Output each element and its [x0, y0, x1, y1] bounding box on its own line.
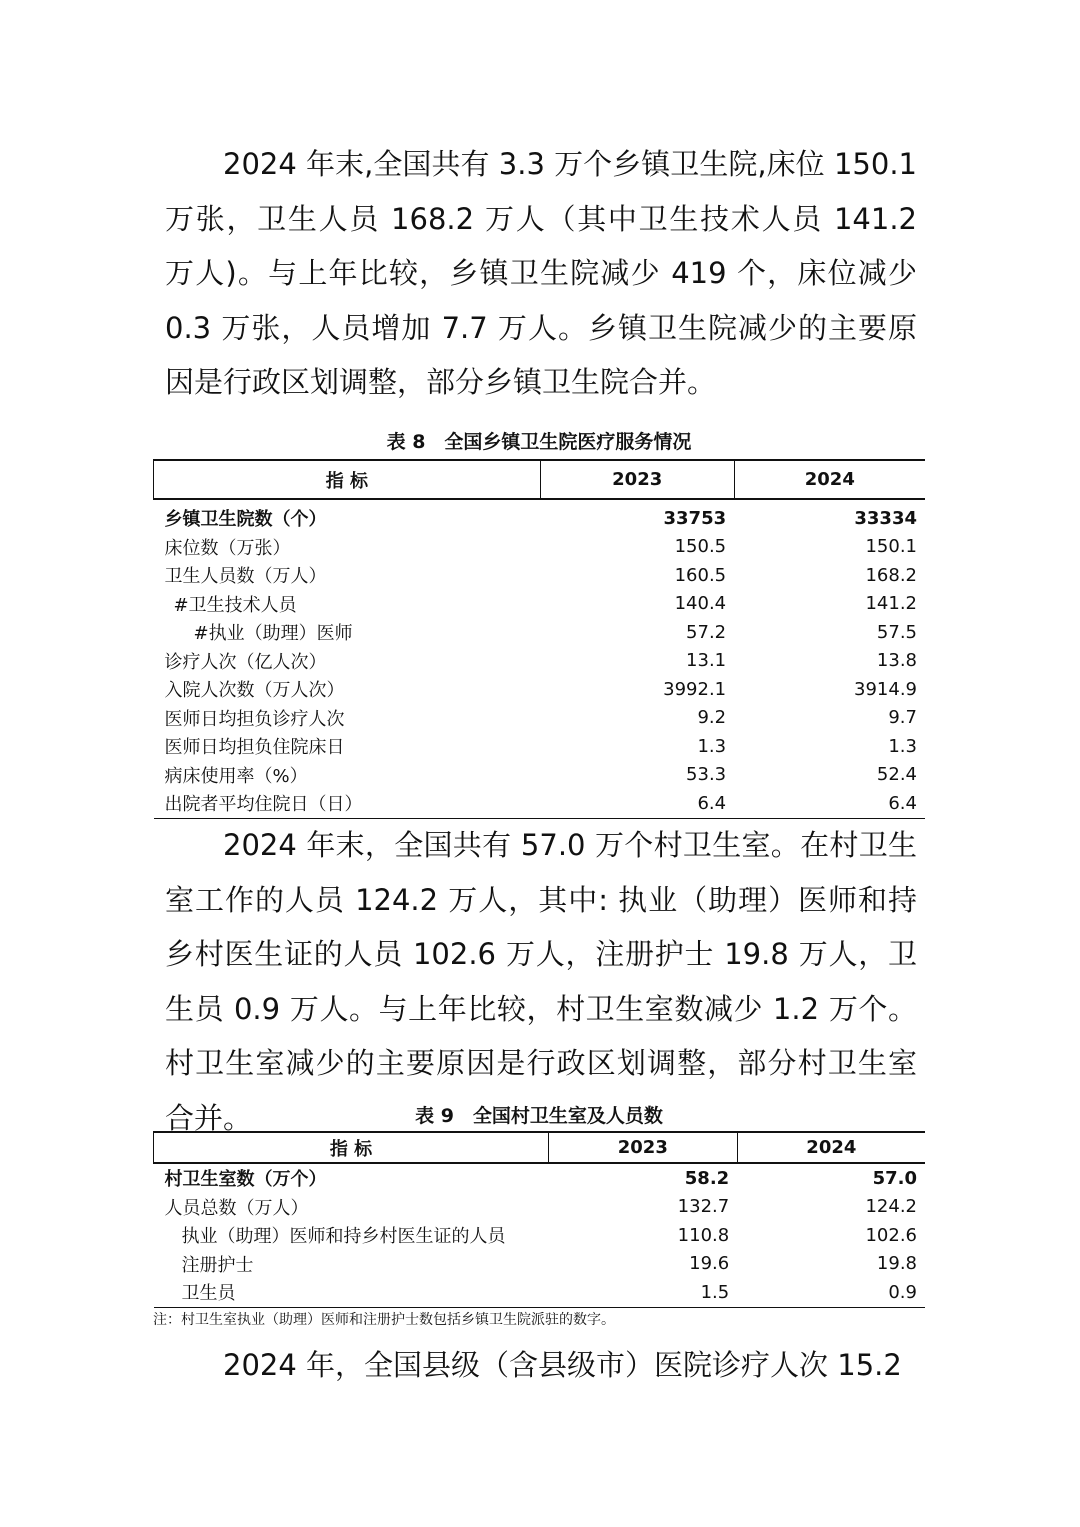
row-label: #执业（助理）医师 — [193, 623, 353, 645]
value-2024: 3914.9 — [854, 678, 917, 700]
value-2024: 13.8 — [876, 650, 917, 672]
value-2024: 33334 — [854, 507, 917, 529]
value-2024: 52.4 — [876, 764, 917, 786]
row-label: 入院人次数（万人次） — [164, 680, 345, 702]
paragraph-township-hospitals: 2024 年末,全国共有 3.3 万个乡镇卫生院,床位 150.1 万张，卫生人员 168.2 万人（其中卫生技术人员 141.2 万人)。与上年比较，乡镇卫生院减少 419 个，床位减少 0.3 万张，人员增加 7.7 万人。乡镇卫生院减少的主要原因是行政区划调整，部分乡镇卫生院合并。 — [165, 147, 917, 399]
value-2023: 33753 — [663, 507, 727, 529]
table-row — [154, 1221, 926, 1250]
value-2023: 19.6 — [689, 1253, 730, 1275]
table-row — [154, 675, 926, 704]
row-label: 医师日均担负住院床日 — [164, 737, 345, 759]
value-2024: 150.1 — [865, 536, 917, 558]
row-label: 卫生员 — [154, 1278, 549, 1307]
value-2024: 168.2 — [865, 564, 917, 586]
table8-caption: 表 8 全国乡镇卫生院医疗服务情况 — [386, 431, 692, 453]
header-2024: 2024 — [734, 460, 925, 499]
value-2023: 160.5 — [674, 564, 727, 586]
header-2023: 2023 — [548, 1132, 737, 1163]
table-row — [154, 1163, 926, 1193]
value-2024: 9.7 — [888, 707, 917, 729]
row-label: #卫生技术人员 — [173, 594, 297, 616]
table-row — [154, 533, 926, 562]
table-row — [154, 704, 926, 733]
value-2024: 0.9 — [737, 1278, 925, 1307]
value-2023: 132.7 — [677, 1196, 730, 1218]
value-2023: 1.5 — [548, 1278, 737, 1307]
row-label: 执业（助理）医师和持乡村医生证的人员 — [181, 1226, 506, 1248]
value-2023: 1.3 — [697, 735, 727, 757]
header-2023: 2023 — [540, 460, 734, 499]
value-2024: 102.6 — [865, 1224, 917, 1246]
table-row — [154, 647, 926, 676]
value-2023: 150.5 — [674, 536, 727, 558]
table-row — [154, 789, 926, 818]
paragraph-village-clinics: 2024 年末，全国共有 57.0 万个村卫生室。在村卫生室工作的人员 124.2 万人，其中: 执业（助理）医师和持乡村医生证的人员 102.6 万人，注册护士 19.8 万人，卫生员 0.9 万人。与上年比较，村卫生室数减少 1.2 万个。村卫生室减少的主要原因是行政区划调整，部分村卫生室合并。 — [165, 828, 917, 1135]
table-row — [154, 590, 926, 619]
value-2023: 110.8 — [677, 1224, 730, 1246]
value-2024: 141.2 — [865, 593, 917, 615]
table-row — [154, 499, 926, 533]
header-indicator: 指 标 — [154, 1132, 549, 1163]
table-township-hospital-services — [153, 459, 925, 819]
row-label: 卫生人员数（万人） — [164, 566, 327, 588]
table9-note: 注：村卫生室执业（助理）医师和注册护士数包括乡镇卫生院派驻的数字。 — [153, 1312, 615, 1328]
table-row — [154, 1193, 926, 1222]
value-2024: 6.4 — [734, 789, 925, 818]
value-2024: 124.2 — [865, 1196, 917, 1218]
table-header-row — [154, 1132, 926, 1163]
row-label: 床位数（万张） — [164, 537, 291, 559]
value-2023: 58.2 — [684, 1167, 730, 1189]
value-2023: 6.4 — [540, 789, 734, 818]
value-2024: 57.0 — [872, 1167, 917, 1189]
value-2023: 140.4 — [674, 593, 727, 615]
table-row — [154, 761, 926, 790]
table-village-clinics-staff — [153, 1131, 925, 1308]
header-2024: 2024 — [737, 1132, 925, 1163]
value-2023: 3992.1 — [663, 678, 727, 700]
table-header-row — [154, 460, 926, 499]
table-row — [154, 1250, 926, 1279]
row-label: 人员总数（万人） — [164, 1197, 309, 1219]
value-2023: 13.1 — [686, 650, 727, 672]
row-label: 注册护士 — [181, 1254, 254, 1276]
header-indicator: 指 标 — [154, 460, 541, 499]
table9-caption: 表 9 全国村卫生室及人员数 — [415, 1105, 663, 1127]
row-label: 乡镇卫生院数（个） — [164, 509, 327, 531]
value-2024: 57.5 — [876, 621, 917, 643]
value-2023: 53.3 — [686, 764, 727, 786]
table-row — [154, 732, 926, 761]
row-label: 病床使用率（%） — [164, 765, 308, 787]
value-2024: 1.3 — [888, 735, 917, 757]
row-label: 医师日均担负诊疗人次 — [164, 708, 345, 730]
row-label: 村卫生室数（万个） — [164, 1169, 327, 1191]
table-row — [154, 618, 926, 647]
row-label: 出院者平均住院日（日） — [154, 789, 541, 818]
table-row — [154, 1278, 926, 1307]
value-2023: 9.2 — [697, 707, 727, 729]
value-2024: 19.8 — [876, 1253, 917, 1275]
table-row — [154, 561, 926, 590]
row-label: 诊疗人次（亿人次） — [164, 651, 327, 673]
paragraph-county-hospitals: 2024 年，全国县级（含县级市）医院诊疗人次 15.2 — [223, 1348, 902, 1382]
value-2023: 57.2 — [686, 621, 727, 643]
